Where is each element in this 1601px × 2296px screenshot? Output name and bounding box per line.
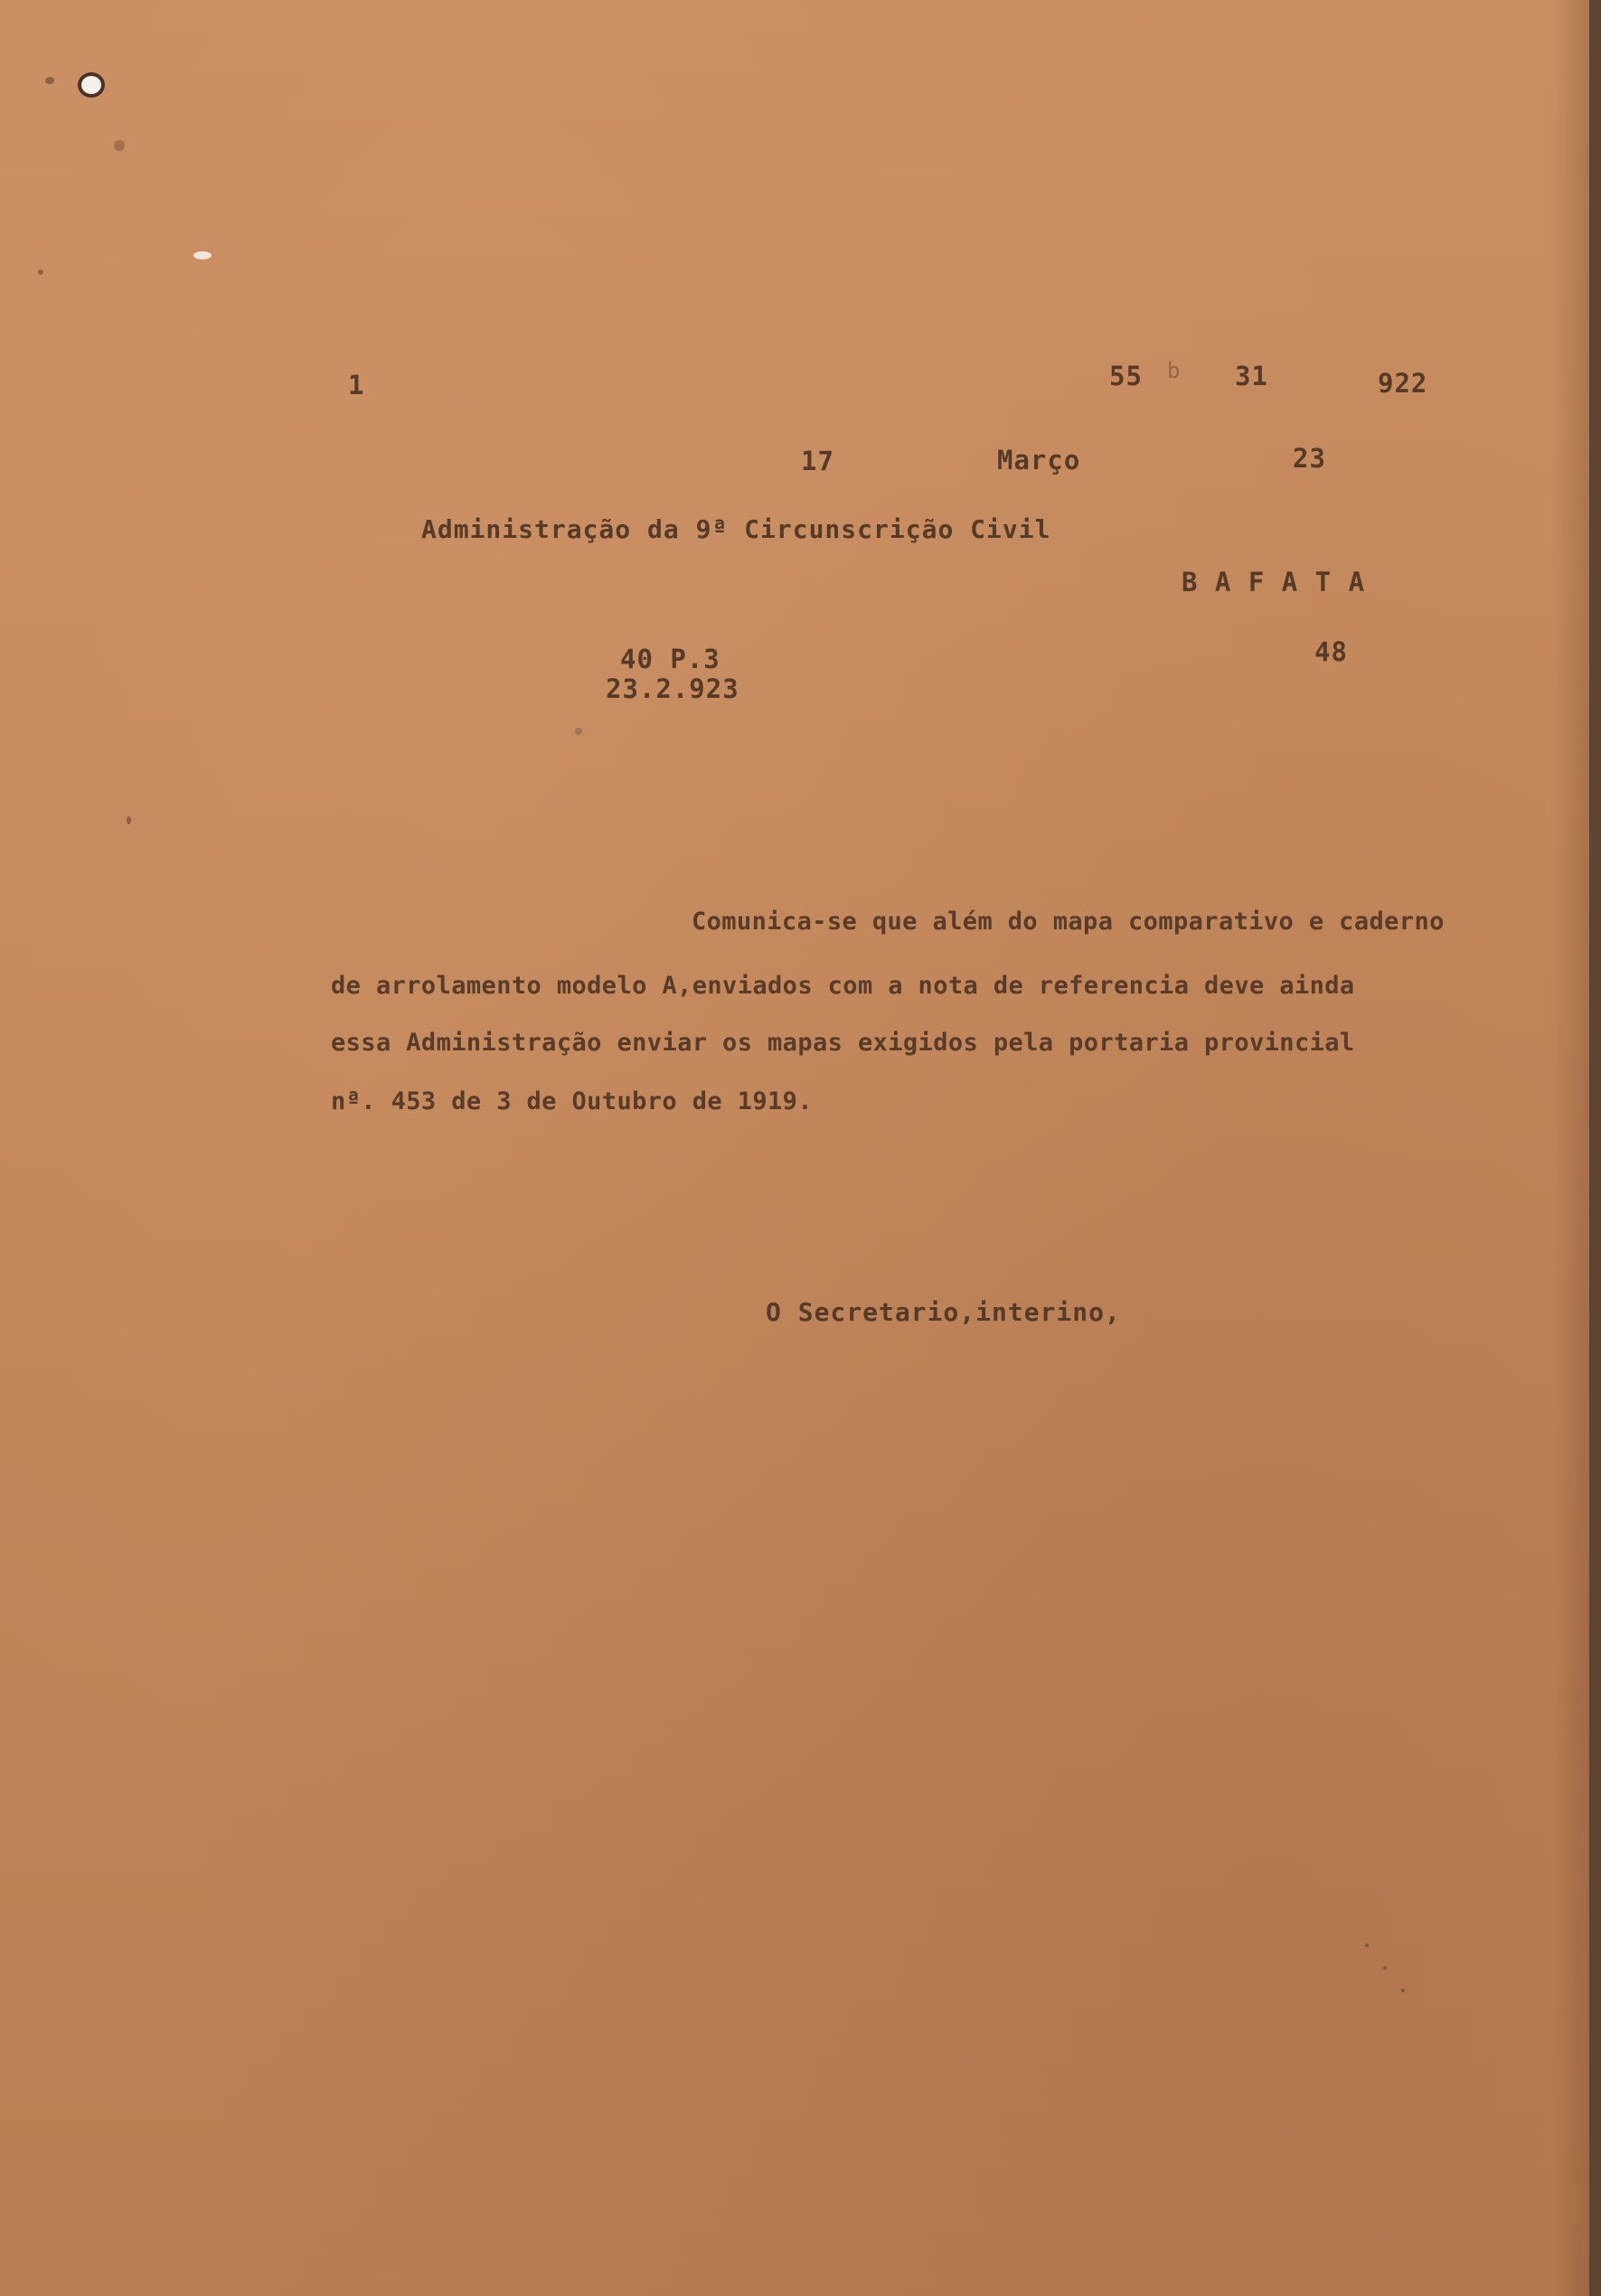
signature-line: O Secretario,interino,	[766, 1297, 1121, 1327]
reference-mark-b: b	[1167, 358, 1182, 383]
reference-entry: 48	[1314, 636, 1348, 667]
ink-speck	[38, 269, 43, 275]
ink-speck	[1365, 1943, 1369, 1947]
body-line-3: essa Administração enviar os mapas exigidos pela portaria provincial	[331, 1029, 1355, 1057]
reference-number-c: 31	[1235, 361, 1268, 391]
punch-hole	[81, 76, 101, 94]
body-line-1: Comunica-se que além do mapa comparativo e caderno	[692, 908, 1445, 936]
ink-speck	[1401, 1989, 1405, 1992]
ink-speck	[45, 77, 54, 84]
reference-code: 40 P.3	[620, 644, 720, 674]
date-year: 23	[1293, 443, 1326, 474]
date-day: 17	[801, 446, 834, 476]
reference-number-a: 55	[1109, 361, 1143, 391]
place-name: B A F A T A	[1182, 567, 1366, 598]
reference-year: 922	[1378, 368, 1428, 399]
document-number: 1	[348, 370, 365, 400]
ink-speck	[1383, 1966, 1387, 1970]
date-month: Março	[997, 445, 1081, 475]
punch-mark	[193, 251, 212, 259]
ink-speck	[127, 816, 131, 824]
scan-edge	[1589, 0, 1601, 2296]
addressee: Administração da 9ª Circunscrição Civil	[421, 514, 1051, 544]
ink-speck	[575, 728, 582, 735]
ink-speck	[114, 140, 125, 151]
body-line-4: nª. 453 de 3 de Outubro de 1919.	[331, 1087, 813, 1115]
reference-date: 23.2.923	[606, 673, 739, 704]
body-line-2: de arrolamento modelo A,enviados com a nota de referencia deve ainda	[331, 972, 1355, 1000]
